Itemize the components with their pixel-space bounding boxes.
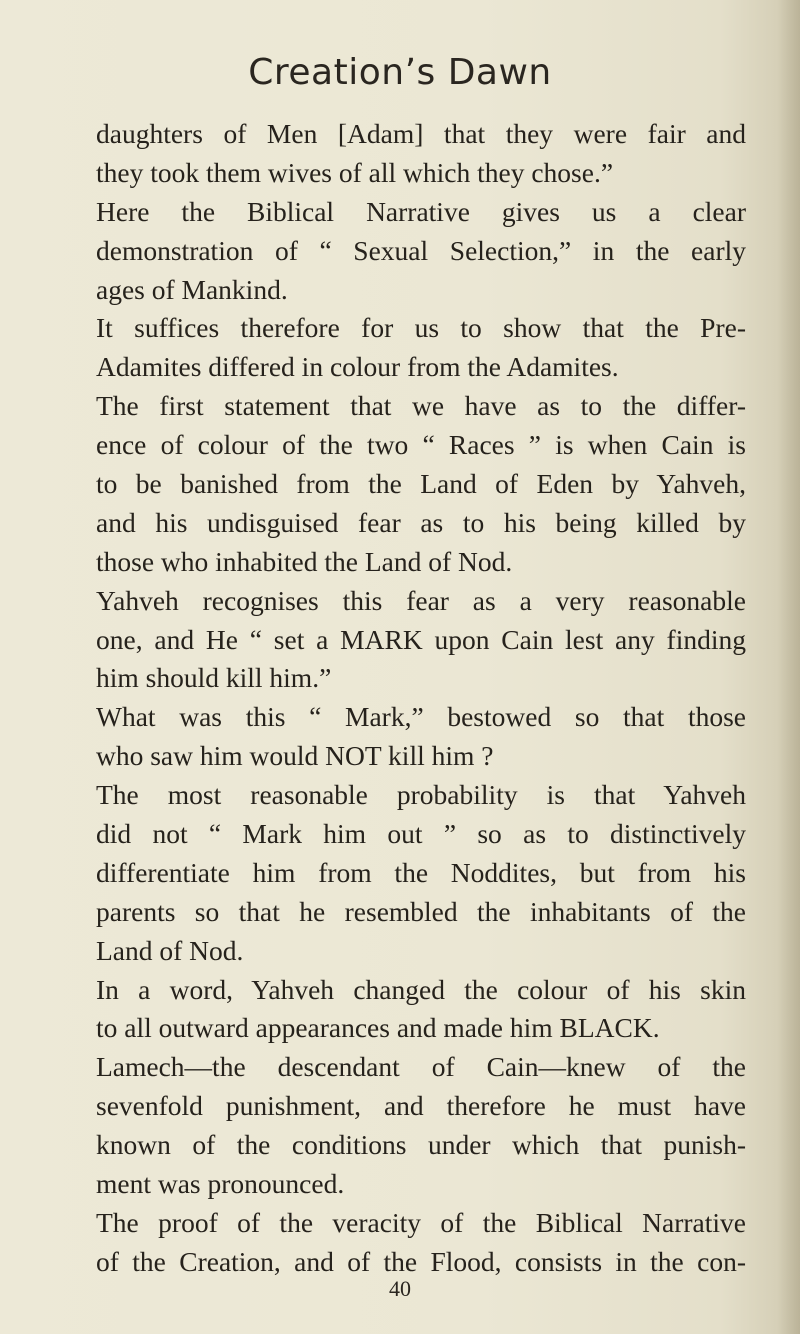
text-line: him should kill him.” bbox=[96, 662, 332, 694]
body-text bbox=[96, 115, 746, 1282]
text-line: It suffices therefore for us to show that the Pre- bbox=[96, 312, 746, 344]
text-line: parents so that he resembled the inhabitants of the bbox=[96, 895, 746, 927]
text-line: of the Creation, and of the Flood, consists in the con- bbox=[96, 1245, 746, 1277]
text-line: one, and He “ set a MARK upon Cain lest any finding bbox=[96, 623, 746, 655]
page-number: 40 bbox=[389, 1276, 411, 1301]
text-line: What was this “ Mark,” bestowed so that those bbox=[96, 701, 746, 733]
text-line: and his undisguised fear as to his being killed by bbox=[96, 506, 746, 538]
text-line: to all outward appearances and made him BLACK. bbox=[96, 1012, 660, 1044]
page-edge-shadow bbox=[778, 0, 800, 1334]
running-head: Creation’s Dawn bbox=[248, 52, 552, 93]
text-line: differentiate him from the Noddites, but from his bbox=[96, 856, 746, 888]
text-line: they took them wives of all which they chose.” bbox=[96, 156, 614, 188]
text-line: those who inhabited the Land of Nod. bbox=[96, 545, 513, 577]
text-line: The proof of the veracity of the Biblical Narrative bbox=[96, 1206, 746, 1238]
text-line: Yahveh recognises this fear as a very reasonable bbox=[96, 584, 746, 616]
text-line: daughters of Men [Adam] that they were fair and bbox=[96, 118, 746, 149]
text-line: ment was pronounced. bbox=[96, 1168, 345, 1200]
text-line: The most reasonable probability is that Yahveh bbox=[96, 779, 746, 811]
text-line: In a word, Yahveh changed the colour of his skin bbox=[96, 973, 746, 1005]
text-line: demonstration of “ Sexual Selection,” in the early bbox=[96, 234, 746, 266]
text-line: Lamech—the descendant of Cain—knew of the bbox=[96, 1051, 746, 1083]
text-line: The first statement that we have as to the differ- bbox=[96, 390, 746, 422]
text-line: known of the conditions under which that punish- bbox=[96, 1129, 746, 1161]
text-line: who saw him would NOT kill him ? bbox=[96, 740, 494, 772]
text-line: ence of colour of the two “ Races ” is when Cain is bbox=[96, 429, 746, 461]
text-line: to be banished from the Land of Eden by Yahveh, bbox=[96, 468, 746, 500]
text-line: Land of Nod. bbox=[96, 934, 244, 966]
text-line: Adamites differed in colour from the Adamites. bbox=[96, 351, 619, 383]
text-line: ages of Mankind. bbox=[96, 273, 288, 305]
text-line: sevenfold punishment, and therefore he must have bbox=[96, 1090, 746, 1122]
text-line: did not “ Mark him out ” so as to distinctively bbox=[96, 818, 746, 850]
text-line: Here the Biblical Narrative gives us a clear bbox=[96, 195, 746, 227]
